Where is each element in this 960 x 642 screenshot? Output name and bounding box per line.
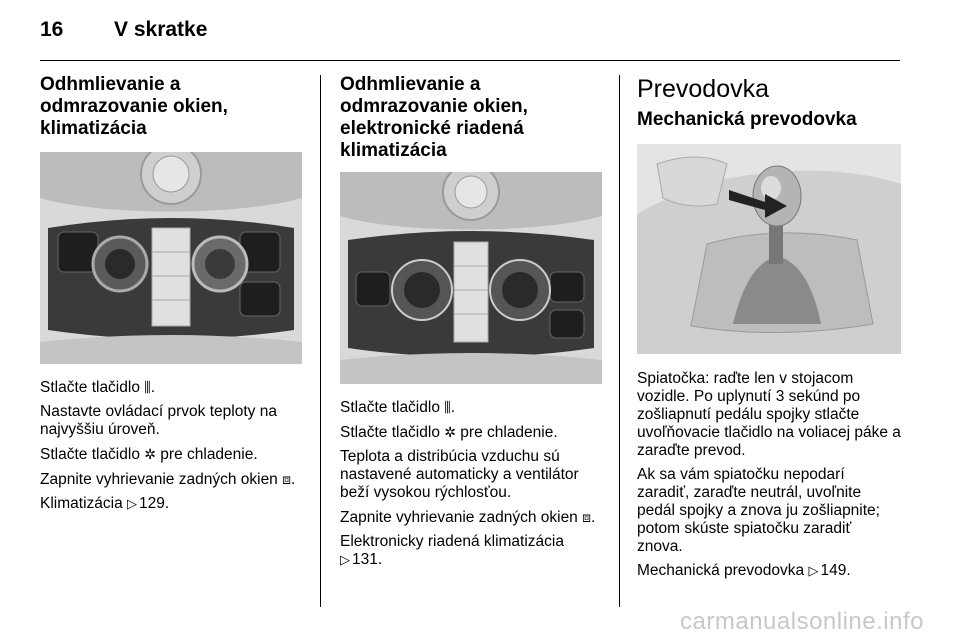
defrost-icon: ⫼ xyxy=(444,399,451,415)
instruction-reverse: Spiatočka: raďte len v stojacom vozidle. Po uplynutí 3 sekúnd po zošliapnutí pedálu spojky stlačte uvoľňovacie tlačidlo na voliacej páke a zaraďte prevod. xyxy=(637,370,901,459)
instruction-reverse-retry: Ak sa vám spiatočku nepodarí zaradiť, zaraďte neutrál, uvoľnite pedál spojky a znova ju zošliapnite; potom skúste spiatočku zaradiť znova. xyxy=(637,466,880,555)
page-reference-icon: ▷ xyxy=(340,552,350,567)
reference-electronic-climate: Elektronicky riadená klimatizácia ▷ 131. xyxy=(340,533,564,568)
subheading-manual-transmission: Mechanická prevodovka xyxy=(637,109,857,130)
instruction-cooling: Stlačte tlačidlo ✲ pre chladenie. xyxy=(340,424,558,441)
reference-manual-transmission: Mechanická prevodovka ▷ 149. xyxy=(637,562,851,579)
watermark: carmanualsonline.info xyxy=(680,608,924,635)
column-electronic-climate xyxy=(340,74,602,575)
column-divider-2 xyxy=(619,75,620,607)
page-header xyxy=(40,18,900,46)
page-reference-icon: ▷ xyxy=(127,496,137,511)
gear-lever-figure xyxy=(637,144,901,354)
snowflake-icon: ✲ xyxy=(144,446,156,462)
page-number: 16 xyxy=(40,18,64,41)
instruction-defrost-button: Stlačte tlačidlo ⫼. xyxy=(340,399,456,416)
instruction-automatic: Teplota a distribúcia vzduchu sú nastavené automaticky a ventilátor beží vysokou rýchlosťou. xyxy=(340,448,579,501)
instruction-cooling: Stlačte tlačidlo ✲ pre chladenie. xyxy=(40,446,258,463)
section-heading-transmission: Prevodovka xyxy=(637,75,770,103)
section-heading-climate: Odhmlievanie a odmrazovanie okien, klimatizácia xyxy=(40,74,228,139)
electronic-climate-panel-figure xyxy=(340,172,602,384)
defrost-icon: ⫼ xyxy=(144,379,151,395)
climate-control-panel-figure xyxy=(40,152,302,364)
column-divider-1 xyxy=(320,75,321,607)
instruction-temperature: Nastavte ovládací prvok teploty na najvyššiu úroveň. xyxy=(40,403,277,438)
section-heading-electronic-climate: Odhmlievanie a odmrazovanie okien, elektronické riadená klimatizácia xyxy=(340,74,528,161)
header-rule xyxy=(40,60,900,61)
column-transmission xyxy=(637,74,901,586)
snowflake-icon: ✲ xyxy=(444,424,456,440)
page-reference-icon: ▷ xyxy=(808,563,819,578)
instruction-rear-defrost: Zapnite vyhrievanie zadných okien ⧈. xyxy=(340,509,596,526)
rear-defrost-icon: ⧈ xyxy=(282,471,292,487)
column-climate xyxy=(40,74,302,519)
instruction-rear-defrost: Zapnite vyhrievanie zadných okien ⧈. xyxy=(40,471,296,488)
rear-defrost-icon: ⧈ xyxy=(582,509,592,525)
instruction-defrost-button: Stlačte tlačidlo ⫼. xyxy=(40,379,156,396)
reference-climate: Klimatizácia ▷ 129. xyxy=(40,495,170,512)
page-title: V skratke xyxy=(114,18,208,41)
